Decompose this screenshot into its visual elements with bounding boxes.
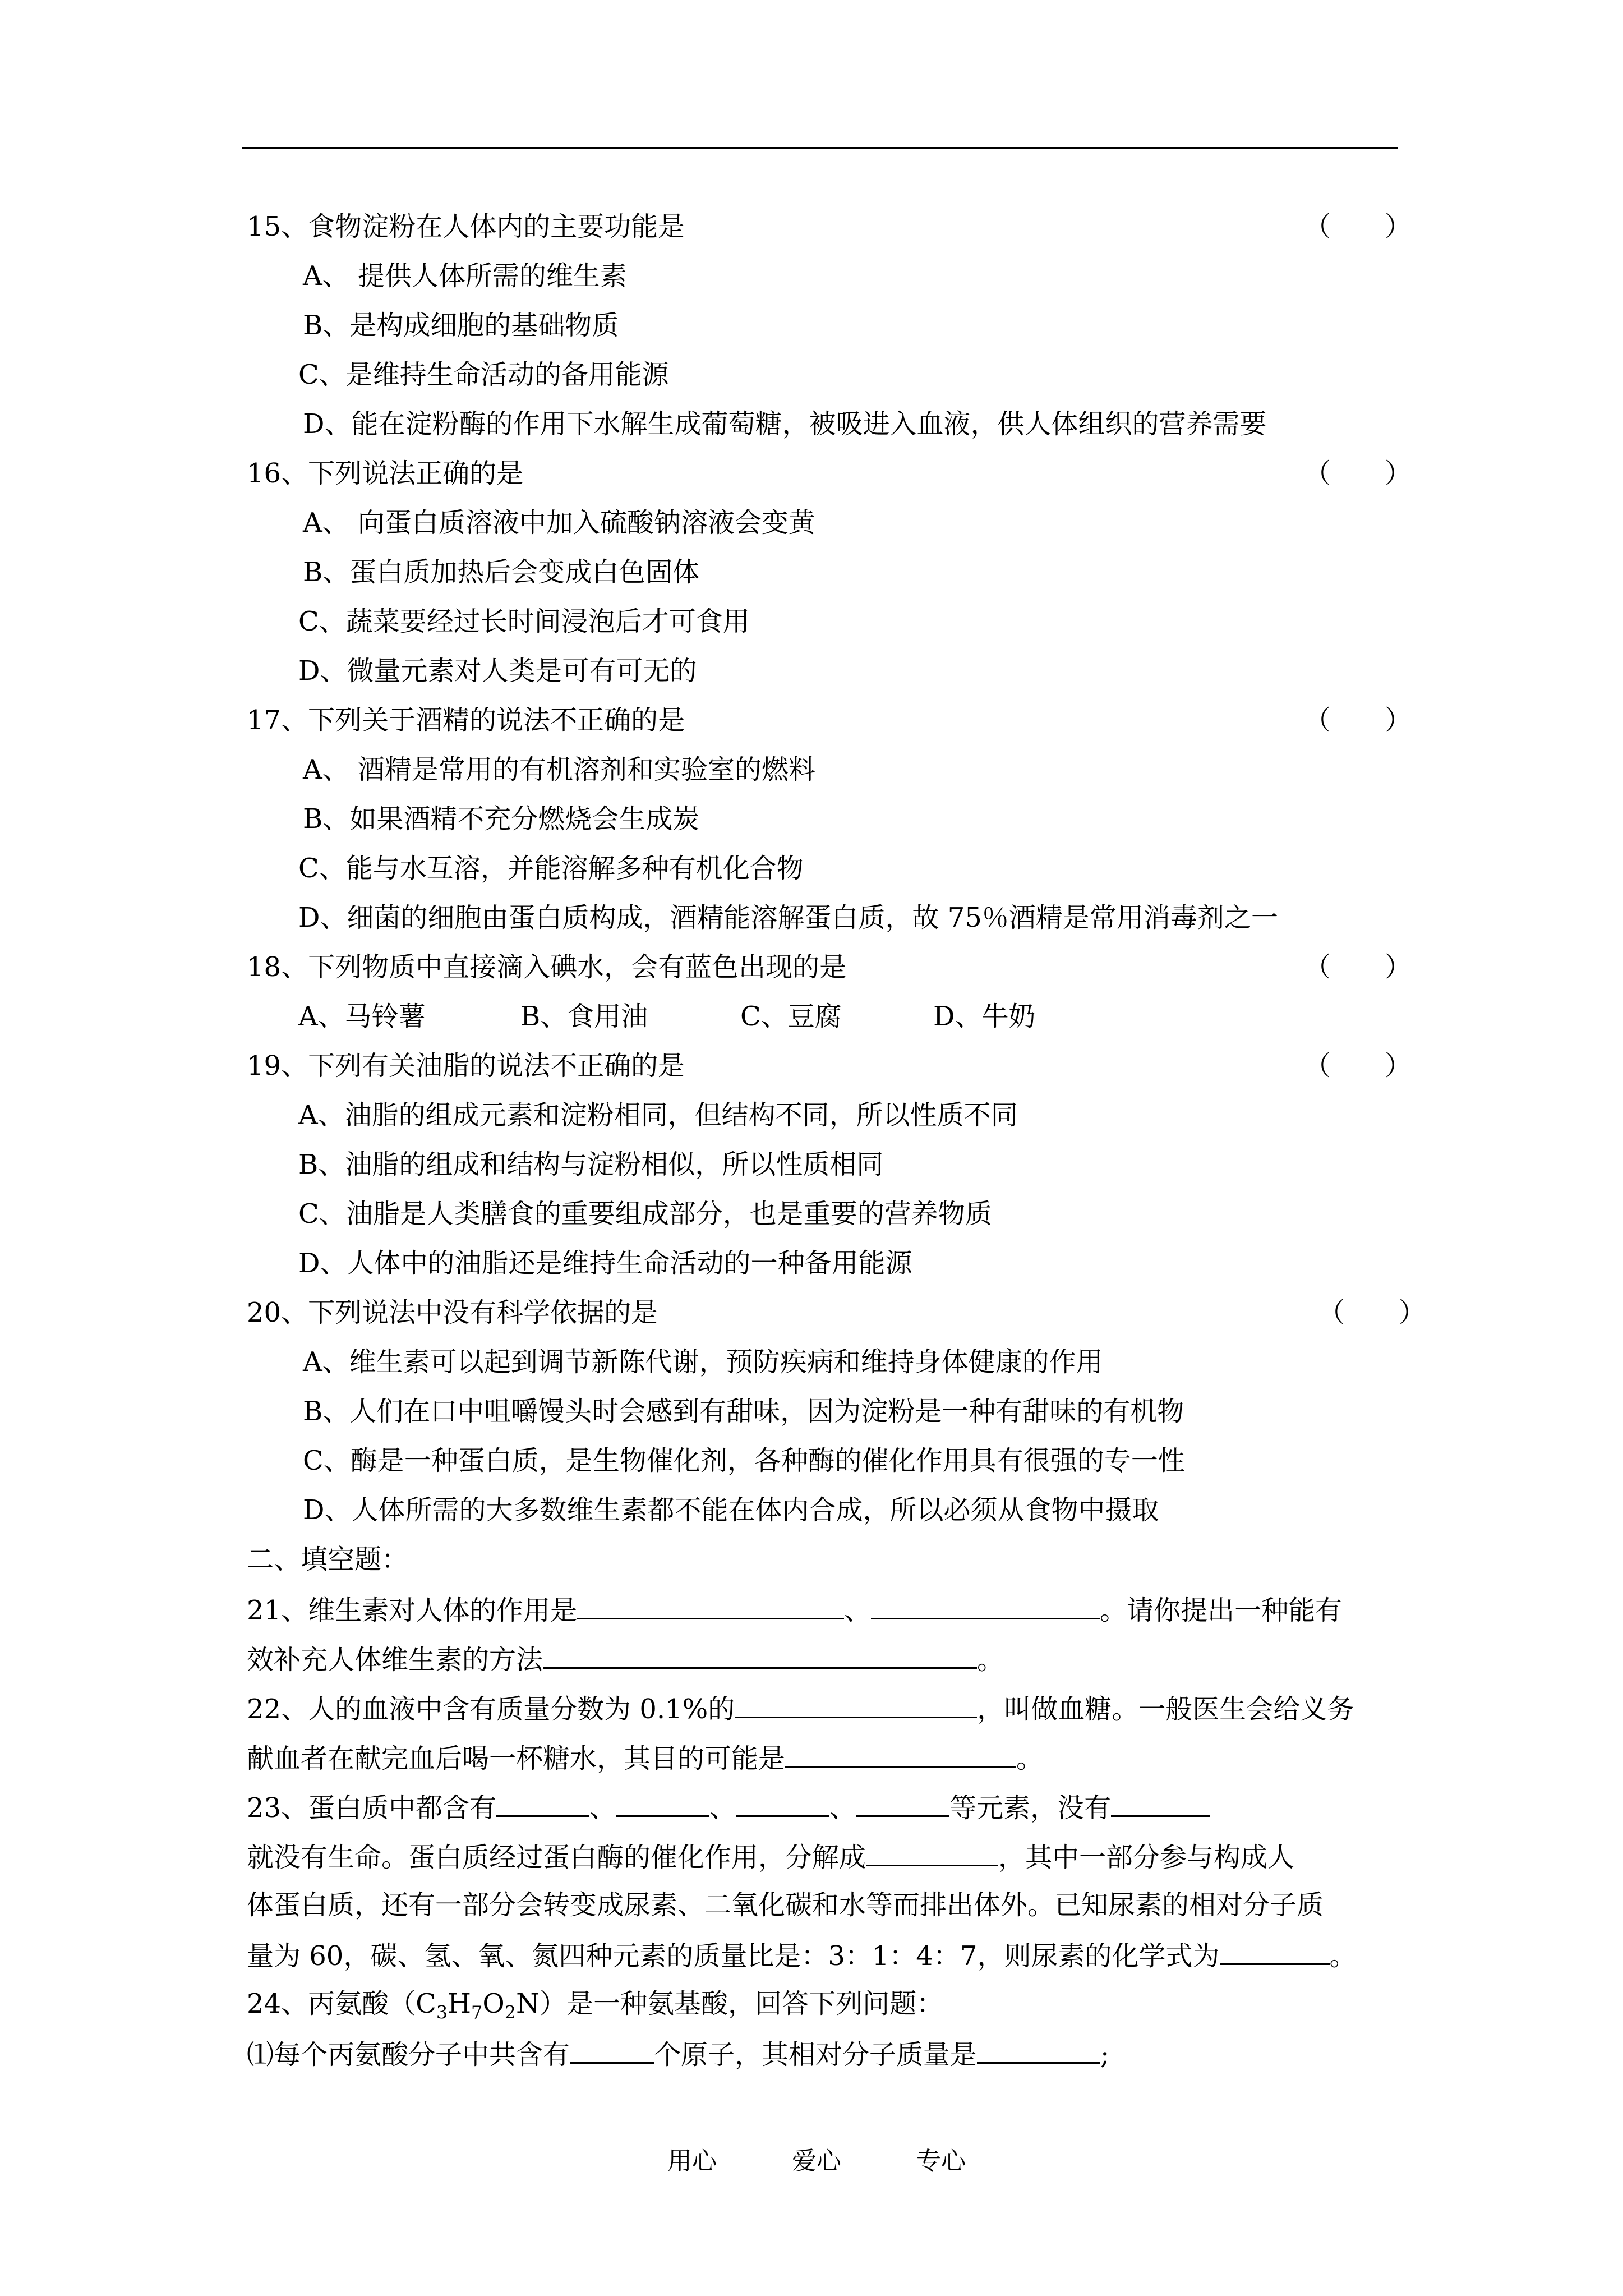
q17-option-d: D、细菌的细胞由蛋白质构成，酒精能溶解蛋白质，故 75％酒精是常用消毒剂之一 — [298, 902, 1278, 933]
q20-option-d: D、人体所需的大多数维生素都不能在体内合成，所以必须从食物中摄取 — [303, 1494, 1159, 1526]
q19-answer-paren: （ ） — [1304, 1050, 1412, 1082]
q20-stem: 20、下列说法中没有科学依据的是 — [247, 1297, 658, 1328]
q19-option-a: A、油脂的组成元素和淀粉相同，但结构不同，所以性质不同 — [298, 1099, 1018, 1131]
q22-blank-2[interactable] — [785, 1740, 1016, 1768]
q24-sub-3: 2 — [504, 2001, 517, 2023]
q24-sub-2: 7 — [471, 2001, 483, 2023]
q21-text-3: 。请你提出一种能有 — [1100, 1595, 1343, 1626]
q18-option-a: A、马铃薯 — [298, 1001, 426, 1032]
q17-option-a: A、 酒精是常用的有机溶剂和实验室的燃料 — [303, 754, 815, 785]
header-rule — [242, 147, 1398, 149]
q24-text-4: N）是一种氨基酸，回答下列问题： — [516, 1988, 944, 2019]
q20-option-b: B、人们在口中咀嚼馒头时会感到有甜味，因为淀粉是一种有甜味的有机物 — [303, 1396, 1184, 1427]
q23-text-2: 等元素，没有 — [949, 1792, 1112, 1824]
q23-blank-5[interactable] — [1111, 1789, 1210, 1817]
q20-option-a: A、维生素可以起到调节新陈代谢，预防疾病和维持身体健康的作用 — [303, 1346, 1103, 1378]
q15-option-c: C、是维持生命活动的备用能源 — [298, 359, 669, 390]
q23-blank-3[interactable] — [736, 1789, 829, 1817]
q21-text-5: 。 — [977, 1644, 1004, 1676]
q18-stem: 18、下列物质中直接滴入碘水，会有蓝色出现的是 — [247, 951, 847, 983]
q23-line2 — [247, 1839, 1294, 1874]
q23-text-4: ，其中一部分参与构成人 — [998, 1842, 1295, 1873]
q19-option-d: D、人体中的油脂还是维持生命活动的一种备用能源 — [298, 1248, 912, 1279]
q20-answer-paren: （ ） — [1318, 1297, 1426, 1328]
q24-sub1-text-2: 个原子，其相对分子质量是 — [654, 2039, 978, 2070]
q23-line1 — [247, 1789, 1210, 1825]
footer-word-2: 爱心 — [792, 2147, 841, 2175]
q15-option-d: D、能在淀粉酶的作用下水解生成葡萄糖，被吸进入血液，供人体组织的营养需要 — [303, 408, 1267, 440]
q21-blank-3[interactable] — [543, 1641, 977, 1669]
q23-blank-7[interactable] — [1220, 1938, 1330, 1965]
q16-option-a: A、 向蛋白质溶液中加入硫酸钠溶液会变黄 — [303, 507, 815, 539]
q17-option-c: C、能与水互溶，并能溶解多种有机化合物 — [298, 853, 804, 884]
q18-option-d: D、牛奶 — [933, 1001, 1036, 1032]
q23-line3: 体蛋白质，还有一部分会转变成尿素、二氧化碳和水等而排出体外。已知尿素的相对分子质 — [247, 1889, 1324, 1921]
q18-option-b: B、食用油 — [520, 1001, 648, 1032]
q24-text-1: 24、丙氨酸（C — [247, 1988, 436, 2019]
q22-text-4: 。 — [1016, 1743, 1044, 1774]
q24-stem — [247, 1987, 943, 2021]
q18-answer-paren: （ ） — [1304, 951, 1412, 983]
q15-answer-paren: （ ） — [1304, 211, 1412, 242]
q16-option-b: B、蛋白质加热后会变成白色固体 — [303, 556, 700, 588]
q15-option-b: B、是构成细胞的基础物质 — [303, 310, 619, 341]
q22-line2 — [247, 1740, 1043, 1775]
section-title-fill-in: 二、填空题： — [247, 1544, 409, 1575]
q24-text-3: O — [482, 1988, 505, 2019]
q16-answer-paren: （ ） — [1304, 458, 1412, 489]
q23-line4 — [247, 1938, 1357, 1973]
q23-sep-3: 、 — [829, 1792, 857, 1824]
q24-text-2: H — [448, 1988, 472, 2019]
q23-sep-2: 、 — [709, 1792, 737, 1824]
q19-option-b: B、油脂的组成和结构与淀粉相似，所以性质相同 — [298, 1149, 884, 1180]
q24-sub1-text-3: ; — [1100, 2039, 1110, 2070]
q17-option-b: B、如果酒精不充分燃烧会生成炭 — [303, 803, 700, 835]
q17-answer-paren: （ ） — [1304, 705, 1412, 736]
q15-option-a: A、 提供人体所需的维生素 — [303, 260, 627, 292]
q23-blank-2[interactable] — [616, 1789, 709, 1817]
q21-blank-1[interactable] — [577, 1592, 844, 1619]
q22-text-3: 献血者在献完血后喝一杯糖水，其目的可能是 — [247, 1743, 786, 1774]
q23-blank-4[interactable] — [856, 1789, 949, 1817]
q19-option-c: C、油脂是人类膳食的重要组成部分，也是重要的营养物质 — [298, 1198, 992, 1230]
q21-blank-2[interactable] — [871, 1592, 1100, 1619]
q24-blank-2[interactable] — [977, 2036, 1100, 2064]
footer-word-3: 专心 — [916, 2147, 966, 2175]
q22-text-1: 22、人的血液中含有质量分数为 0.1%的 — [247, 1694, 735, 1725]
q16-option-d: D、微量元素对人类是可有可无的 — [298, 655, 697, 687]
q24-sub-1: 3 — [436, 2001, 448, 2023]
q21-line1 — [247, 1592, 1342, 1627]
q24-sub1-text-1: ⑴每个丙氨酸分子中共含有 — [247, 2039, 570, 2070]
q23-blank-1[interactable] — [496, 1789, 589, 1817]
q23-text-5: 量为 60，碳、氢、氧、氮四种元素的质量比是：3：1：4：7，则尿素的化学式为 — [247, 1940, 1220, 1972]
q22-line1 — [247, 1691, 1354, 1726]
q21-text-4: 效补充人体维生素的方法 — [247, 1644, 543, 1676]
q19-stem: 19、下列有关油脂的说法不正确的是 — [247, 1050, 685, 1082]
q17-stem: 17、下列关于酒精的说法不正确的是 — [247, 705, 685, 736]
q24-sub1 — [247, 2036, 1109, 2072]
q23-blank-6[interactable] — [866, 1839, 998, 1866]
q23-text-1: 23、蛋白质中都含有 — [247, 1792, 497, 1824]
q22-blank-1[interactable] — [735, 1691, 977, 1718]
q21-text-2: 、 — [844, 1595, 872, 1626]
q23-sep-1: 、 — [589, 1792, 617, 1824]
q21-text-1: 21、维生素对人体的作用是 — [247, 1595, 578, 1626]
q16-option-c: C、蔬菜要经过长时间浸泡后才可食用 — [298, 606, 750, 637]
q23-text-6: 。 — [1329, 1940, 1357, 1972]
q22-text-2: ，叫做血糖。一般医生会给义务 — [977, 1694, 1354, 1725]
q24-blank-1[interactable] — [570, 2036, 654, 2064]
q15-stem: 15、食物淀粉在人体内的主要功能是 — [247, 211, 685, 242]
footer-word-1: 用心 — [667, 2147, 717, 2175]
q23-text-3: 就没有生命。蛋白质经过蛋白酶的催化作用，分解成 — [247, 1842, 866, 1873]
q18-option-c: C、豆腐 — [740, 1001, 842, 1032]
q16-stem: 16、下列说法正确的是 — [247, 458, 524, 489]
q21-line2 — [247, 1641, 1004, 1677]
q20-option-c: C、酶是一种蛋白质，是生物催化剂，各种酶的催化作用具有很强的专一性 — [303, 1445, 1185, 1476]
